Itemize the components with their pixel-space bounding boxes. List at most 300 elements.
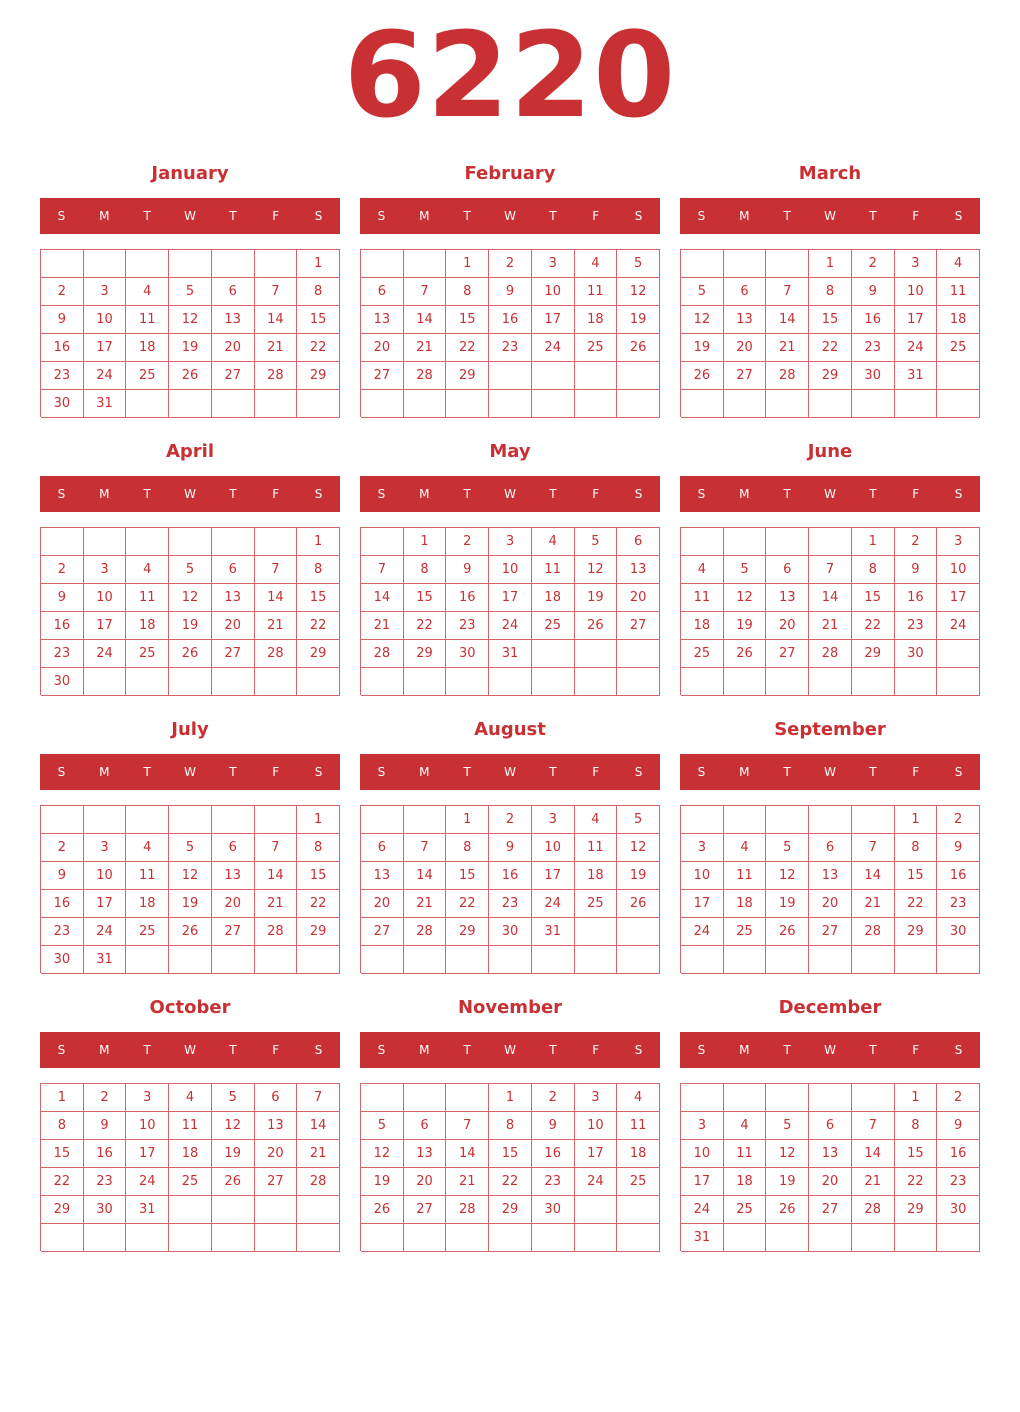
month-name: December — [778, 997, 882, 1018]
day-cell: 5 — [766, 1112, 809, 1140]
day-cell: 9 — [937, 1112, 980, 1140]
day-cell: 13 — [212, 584, 255, 612]
day-cell: 17 — [681, 890, 724, 918]
weekday-label: M — [99, 209, 110, 223]
empty-day-cell — [809, 1084, 852, 1112]
weekday-label: T — [549, 209, 557, 223]
weekday-label: F — [592, 1043, 600, 1057]
day-cell: 20 — [766, 612, 809, 640]
day-cell: 14 — [255, 862, 298, 890]
empty-day-cell — [212, 1196, 255, 1224]
day-cell: 5 — [169, 556, 212, 584]
day-cell: 10 — [895, 278, 938, 306]
empty-day-cell — [404, 390, 447, 418]
day-cell: 9 — [84, 1112, 127, 1140]
day-cell: 29 — [852, 640, 895, 668]
day-cell: 13 — [766, 584, 809, 612]
day-cell: 27 — [404, 1196, 447, 1224]
day-cell: 30 — [84, 1196, 127, 1224]
day-grid — [680, 249, 980, 417]
weekday-label: M — [99, 487, 110, 501]
empty-day-cell — [169, 668, 212, 696]
day-cell: 20 — [617, 584, 660, 612]
day-cell: 30 — [532, 1196, 575, 1224]
day-cell: 11 — [724, 862, 767, 890]
day-cell: 4 — [617, 1084, 660, 1112]
day-cell: 11 — [575, 834, 618, 862]
empty-day-cell — [169, 806, 212, 834]
day-cell: 28 — [852, 1196, 895, 1224]
weekday-label: F — [912, 209, 920, 223]
weekday-label: W — [504, 487, 516, 501]
day-cell: 9 — [489, 278, 532, 306]
day-cell: 8 — [297, 834, 340, 862]
day-cell: 30 — [937, 1196, 980, 1224]
day-cell: 14 — [766, 306, 809, 334]
day-cell: 10 — [575, 1112, 618, 1140]
day-cell: 13 — [809, 862, 852, 890]
day-cell: 25 — [724, 918, 767, 946]
day-cell: 19 — [617, 862, 660, 890]
day-cell: 24 — [532, 890, 575, 918]
empty-day-cell — [724, 250, 767, 278]
empty-day-cell — [681, 390, 724, 418]
day-cell: 25 — [681, 640, 724, 668]
day-cell: 26 — [361, 1196, 404, 1224]
day-cell: 18 — [169, 1140, 212, 1168]
weekday-label: T — [549, 1043, 557, 1057]
empty-day-cell — [361, 1084, 404, 1112]
day-cell: 19 — [766, 1168, 809, 1196]
weekday-label: W — [824, 487, 836, 501]
weekday-label: W — [184, 487, 196, 501]
day-cell: 14 — [297, 1112, 340, 1140]
day-cell: 18 — [575, 306, 618, 334]
day-cell: 22 — [895, 890, 938, 918]
day-cell: 7 — [255, 556, 298, 584]
day-cell: 3 — [126, 1084, 169, 1112]
day-cell: 31 — [126, 1196, 169, 1224]
weekday-label: T — [143, 487, 151, 501]
day-cell: 29 — [297, 362, 340, 390]
weekday-label: T — [229, 765, 237, 779]
weekday-label: T — [143, 1043, 151, 1057]
empty-day-cell — [255, 528, 298, 556]
day-cell: 2 — [895, 528, 938, 556]
empty-day-cell — [895, 668, 938, 696]
day-cell: 21 — [297, 1140, 340, 1168]
day-cell: 19 — [212, 1140, 255, 1168]
empty-day-cell — [361, 390, 404, 418]
empty-day-cell — [937, 668, 980, 696]
empty-day-cell — [724, 390, 767, 418]
weekday-header — [680, 754, 980, 790]
weekday-label: F — [912, 1043, 920, 1057]
month-name: March — [798, 163, 862, 184]
empty-day-cell — [937, 946, 980, 974]
weekday-header — [360, 476, 660, 512]
day-cell: 2 — [489, 806, 532, 834]
day-cell: 9 — [895, 556, 938, 584]
day-cell: 5 — [766, 834, 809, 862]
weekday-label: S — [954, 1043, 963, 1057]
day-cell: 4 — [575, 250, 618, 278]
day-cell: 10 — [84, 306, 127, 334]
day-cell: 7 — [852, 834, 895, 862]
empty-day-cell — [126, 528, 169, 556]
day-cell: 17 — [84, 612, 127, 640]
day-cell: 20 — [212, 334, 255, 362]
day-cell: 12 — [724, 584, 767, 612]
day-cell: 3 — [681, 1112, 724, 1140]
day-cell: 24 — [126, 1168, 169, 1196]
empty-day-cell — [532, 1224, 575, 1252]
day-cell: 9 — [446, 556, 489, 584]
day-cell: 7 — [809, 556, 852, 584]
empty-day-cell — [575, 390, 618, 418]
day-grid — [680, 805, 980, 973]
empty-day-cell — [169, 528, 212, 556]
day-cell: 3 — [532, 806, 575, 834]
empty-day-cell — [809, 806, 852, 834]
day-cell: 10 — [681, 862, 724, 890]
day-cell: 20 — [212, 612, 255, 640]
weekday-label: T — [463, 1043, 471, 1057]
empty-day-cell — [361, 806, 404, 834]
day-cell: 3 — [84, 556, 127, 584]
day-cell: 26 — [575, 612, 618, 640]
day-cell: 27 — [809, 1196, 852, 1224]
day-cell: 14 — [852, 862, 895, 890]
weekday-label: T — [783, 765, 791, 779]
day-cell: 14 — [361, 584, 404, 612]
day-cell: 28 — [255, 918, 298, 946]
day-cell: 11 — [724, 1140, 767, 1168]
day-cell: 17 — [895, 306, 938, 334]
empty-day-cell — [681, 528, 724, 556]
day-cell: 17 — [937, 584, 980, 612]
weekday-label: S — [954, 765, 963, 779]
empty-day-cell — [84, 806, 127, 834]
empty-day-cell — [41, 806, 84, 834]
day-cell: 18 — [617, 1140, 660, 1168]
day-cell: 17 — [575, 1140, 618, 1168]
weekday-label: F — [272, 765, 280, 779]
day-cell: 13 — [724, 306, 767, 334]
day-cell: 28 — [404, 918, 447, 946]
day-cell: 18 — [575, 862, 618, 890]
empty-day-cell — [212, 946, 255, 974]
month-name: June — [807, 441, 853, 462]
weekday-label: S — [377, 765, 386, 779]
day-cell: 28 — [766, 362, 809, 390]
empty-day-cell — [212, 528, 255, 556]
day-cell: 23 — [489, 334, 532, 362]
day-cell: 31 — [681, 1224, 724, 1252]
day-cell: 24 — [937, 612, 980, 640]
empty-day-cell — [255, 806, 298, 834]
day-cell: 7 — [852, 1112, 895, 1140]
day-cell: 5 — [617, 806, 660, 834]
day-cell: 22 — [852, 612, 895, 640]
day-cell: 9 — [41, 584, 84, 612]
day-cell: 4 — [724, 834, 767, 862]
day-cell: 3 — [575, 1084, 618, 1112]
day-cell: 27 — [809, 918, 852, 946]
day-cell: 15 — [297, 862, 340, 890]
day-cell: 9 — [532, 1112, 575, 1140]
empty-day-cell — [766, 528, 809, 556]
empty-day-cell — [617, 668, 660, 696]
day-cell: 8 — [895, 1112, 938, 1140]
day-cell: 22 — [404, 612, 447, 640]
day-cell: 25 — [126, 362, 169, 390]
day-cell: 1 — [297, 250, 340, 278]
day-cell: 6 — [766, 556, 809, 584]
empty-day-cell — [681, 946, 724, 974]
day-cell: 4 — [126, 556, 169, 584]
day-cell: 26 — [681, 362, 724, 390]
day-cell: 14 — [255, 306, 298, 334]
empty-day-cell — [361, 668, 404, 696]
day-cell: 11 — [169, 1112, 212, 1140]
empty-day-cell — [809, 528, 852, 556]
day-cell: 18 — [937, 306, 980, 334]
empty-day-cell — [895, 946, 938, 974]
empty-day-cell — [404, 946, 447, 974]
day-cell: 16 — [41, 612, 84, 640]
day-cell: 25 — [126, 640, 169, 668]
weekday-label: T — [229, 209, 237, 223]
weekday-label: W — [504, 1043, 516, 1057]
weekday-label: T — [783, 209, 791, 223]
weekday-header — [360, 1032, 660, 1068]
weekday-label: W — [504, 209, 516, 223]
day-cell: 4 — [937, 250, 980, 278]
day-cell: 31 — [84, 390, 127, 418]
day-cell: 1 — [297, 806, 340, 834]
day-cell: 3 — [937, 528, 980, 556]
day-cell: 14 — [809, 584, 852, 612]
empty-day-cell — [169, 390, 212, 418]
day-cell: 7 — [255, 834, 298, 862]
empty-day-cell — [681, 806, 724, 834]
day-grid — [360, 805, 660, 973]
day-cell: 6 — [404, 1112, 447, 1140]
weekday-label: S — [634, 487, 643, 501]
day-cell: 5 — [617, 250, 660, 278]
day-cell: 14 — [852, 1140, 895, 1168]
weekday-header — [680, 1032, 980, 1068]
empty-day-cell — [126, 806, 169, 834]
weekday-label: S — [697, 487, 706, 501]
weekday-label: S — [697, 1043, 706, 1057]
day-cell: 3 — [532, 250, 575, 278]
day-cell: 10 — [84, 584, 127, 612]
empty-day-cell — [575, 1196, 618, 1224]
day-cell: 25 — [532, 612, 575, 640]
day-cell: 18 — [126, 334, 169, 362]
day-cell: 6 — [212, 278, 255, 306]
day-cell: 1 — [489, 1084, 532, 1112]
weekday-label: S — [314, 487, 323, 501]
day-cell: 2 — [41, 834, 84, 862]
weekday-header — [40, 1032, 340, 1068]
day-cell: 15 — [809, 306, 852, 334]
day-cell: 25 — [575, 334, 618, 362]
weekday-label: F — [272, 1043, 280, 1057]
weekday-label: T — [229, 487, 237, 501]
day-cell: 22 — [41, 1168, 84, 1196]
weekday-label: M — [739, 1043, 750, 1057]
day-cell: 1 — [895, 806, 938, 834]
empty-day-cell — [617, 1196, 660, 1224]
empty-day-cell — [532, 640, 575, 668]
day-cell: 16 — [489, 862, 532, 890]
weekday-label: M — [99, 1043, 110, 1057]
empty-day-cell — [489, 362, 532, 390]
day-cell: 18 — [126, 612, 169, 640]
day-cell: 20 — [361, 890, 404, 918]
day-cell: 5 — [169, 278, 212, 306]
day-cell: 23 — [532, 1168, 575, 1196]
empty-day-cell — [489, 946, 532, 974]
day-grid — [680, 527, 980, 695]
empty-day-cell — [84, 668, 127, 696]
day-cell: 28 — [852, 918, 895, 946]
empty-day-cell — [404, 1224, 447, 1252]
day-cell: 25 — [617, 1168, 660, 1196]
empty-day-cell — [361, 250, 404, 278]
day-cell: 21 — [404, 890, 447, 918]
empty-day-cell — [937, 362, 980, 390]
day-cell: 31 — [489, 640, 532, 668]
day-cell: 25 — [937, 334, 980, 362]
empty-day-cell — [169, 1196, 212, 1224]
weekday-label: M — [739, 487, 750, 501]
empty-day-cell — [212, 250, 255, 278]
empty-day-cell — [766, 806, 809, 834]
day-cell: 22 — [446, 890, 489, 918]
day-cell: 23 — [84, 1168, 127, 1196]
weekday-label: M — [99, 765, 110, 779]
day-cell: 22 — [489, 1168, 532, 1196]
weekday-label: T — [869, 765, 877, 779]
day-cell: 11 — [126, 862, 169, 890]
day-cell: 1 — [404, 528, 447, 556]
day-cell: 7 — [766, 278, 809, 306]
empty-day-cell — [681, 668, 724, 696]
weekday-label: S — [57, 1043, 66, 1057]
day-cell: 17 — [489, 584, 532, 612]
day-cell: 8 — [41, 1112, 84, 1140]
day-cell: 19 — [361, 1168, 404, 1196]
day-cell: 25 — [575, 890, 618, 918]
weekday-label: S — [377, 1043, 386, 1057]
day-cell: 29 — [297, 918, 340, 946]
empty-day-cell — [617, 946, 660, 974]
day-cell: 10 — [532, 834, 575, 862]
day-cell: 22 — [809, 334, 852, 362]
weekday-label: S — [314, 1043, 323, 1057]
day-cell: 7 — [361, 556, 404, 584]
day-cell: 4 — [126, 834, 169, 862]
day-cell: 17 — [532, 306, 575, 334]
day-cell: 19 — [169, 612, 212, 640]
day-cell: 5 — [212, 1084, 255, 1112]
day-cell: 28 — [446, 1196, 489, 1224]
month-name: November — [457, 997, 563, 1018]
day-cell: 26 — [169, 918, 212, 946]
day-grid — [40, 805, 340, 973]
day-cell: 18 — [126, 890, 169, 918]
day-cell: 13 — [404, 1140, 447, 1168]
weekday-label: T — [143, 209, 151, 223]
day-cell: 9 — [937, 834, 980, 862]
day-cell: 10 — [532, 278, 575, 306]
empty-day-cell — [809, 390, 852, 418]
empty-day-cell — [766, 1224, 809, 1252]
day-cell: 21 — [361, 612, 404, 640]
day-cell: 20 — [809, 890, 852, 918]
day-cell: 10 — [489, 556, 532, 584]
empty-day-cell — [766, 668, 809, 696]
day-cell: 10 — [681, 1140, 724, 1168]
weekday-label: T — [869, 487, 877, 501]
day-cell: 26 — [169, 362, 212, 390]
day-cell: 7 — [297, 1084, 340, 1112]
day-cell: 12 — [575, 556, 618, 584]
day-cell: 13 — [361, 306, 404, 334]
day-cell: 15 — [41, 1140, 84, 1168]
day-cell: 6 — [809, 834, 852, 862]
empty-day-cell — [255, 1196, 298, 1224]
day-cell: 20 — [255, 1140, 298, 1168]
empty-day-cell — [361, 528, 404, 556]
empty-day-cell — [532, 362, 575, 390]
day-cell: 4 — [681, 556, 724, 584]
weekday-label: S — [634, 765, 643, 779]
day-cell: 1 — [297, 528, 340, 556]
empty-day-cell — [489, 1224, 532, 1252]
day-cell: 2 — [41, 556, 84, 584]
day-cell: 27 — [255, 1168, 298, 1196]
day-cell: 21 — [809, 612, 852, 640]
day-cell: 20 — [724, 334, 767, 362]
month-name: September — [774, 719, 886, 740]
day-cell: 28 — [255, 640, 298, 668]
day-cell: 18 — [681, 612, 724, 640]
day-cell: 6 — [809, 1112, 852, 1140]
day-cell: 26 — [617, 890, 660, 918]
day-cell: 19 — [681, 334, 724, 362]
empty-day-cell — [169, 946, 212, 974]
empty-day-cell — [297, 946, 340, 974]
weekday-label: F — [592, 209, 600, 223]
empty-day-cell — [446, 946, 489, 974]
day-cell: 22 — [297, 334, 340, 362]
day-cell: 12 — [169, 862, 212, 890]
day-cell: 27 — [724, 362, 767, 390]
empty-day-cell — [212, 390, 255, 418]
empty-day-cell — [126, 250, 169, 278]
empty-day-cell — [255, 668, 298, 696]
day-cell: 23 — [937, 890, 980, 918]
empty-day-cell — [489, 390, 532, 418]
day-cell: 14 — [446, 1140, 489, 1168]
day-cell: 15 — [895, 862, 938, 890]
day-cell: 2 — [446, 528, 489, 556]
